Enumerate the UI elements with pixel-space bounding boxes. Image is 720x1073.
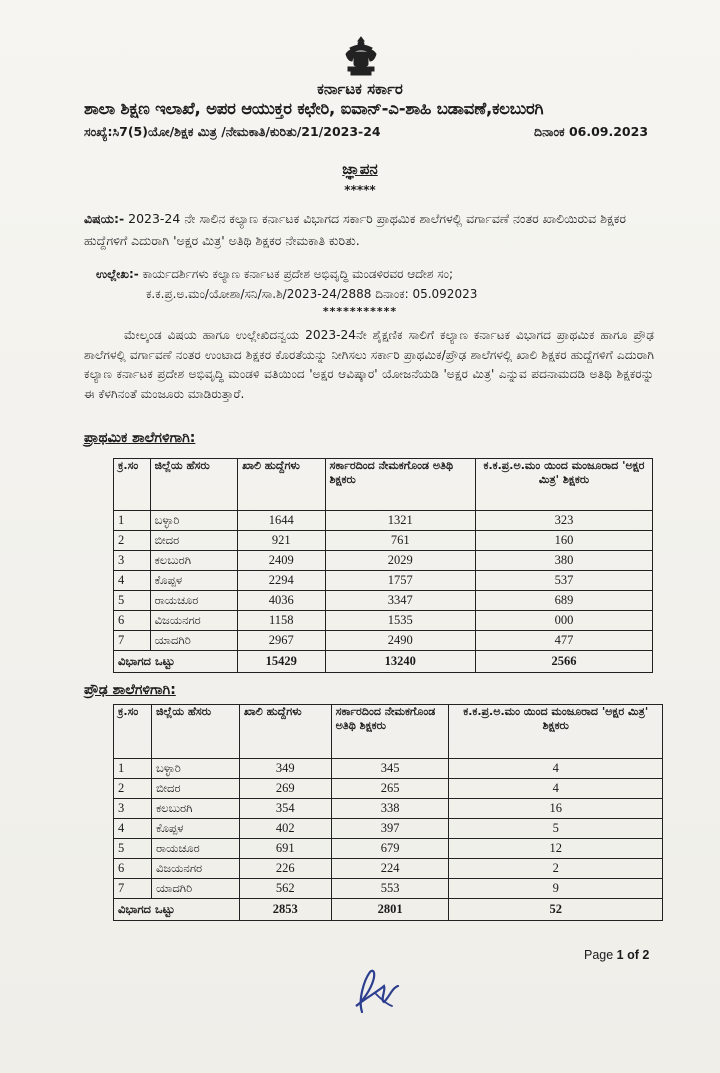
table-header-row <box>114 705 663 759</box>
cell-akshara-mitra: 000 <box>476 611 653 631</box>
cell-akshara-mitra: 4 <box>449 759 663 779</box>
cell-vacant: 562 <box>239 879 331 899</box>
cell-total-vacant: 2853 <box>239 899 331 921</box>
page-current: 1 <box>616 948 624 962</box>
page-number <box>584 948 649 962</box>
cell-total-govt-appointed: 2801 <box>331 899 449 921</box>
cell-govt-appointed: 679 <box>331 839 449 859</box>
cell-district: ಬಳ್ಳಾರಿ <box>151 759 239 779</box>
cell-sno: 5 <box>114 839 152 859</box>
cell-govt-appointed: 761 <box>325 531 476 551</box>
column-header: ಜಿಲ್ಲೆಯ ಹೆಸರು <box>150 459 237 511</box>
cell-akshara-mitra: 380 <box>476 551 653 571</box>
table-row <box>114 531 653 551</box>
table-row <box>114 591 653 611</box>
cell-sno: 1 <box>114 759 152 779</box>
cell-vacant: 402 <box>239 819 331 839</box>
notice-title: ಜ್ಞಾಪನ <box>342 160 378 178</box>
cell-vacant: 349 <box>239 759 331 779</box>
reference-block <box>96 264 656 304</box>
office-name: ಶಾಲಾ ಶಿಕ್ಷಣ ಇಲಾಖೆ, ಅಪರ ಆಯುಕ್ತರ ಕಛೇರಿ, ಐವಾನ್-ಎ-ಶಾಹಿ ಬಡಾವಣೆ,ಕಲಬುರಗಿ <box>84 99 544 118</box>
cell-vacant: 691 <box>239 839 331 859</box>
column-header: ಕ್ರ.ಸಂ <box>114 705 152 759</box>
cell-district: ಕಲಬುರಗಿ <box>150 551 237 571</box>
cell-vacant: 2409 <box>238 551 325 571</box>
table-row <box>114 799 663 819</box>
cell-vacant: 226 <box>239 859 331 879</box>
cell-total-label: ವಿಭಾಗದ ಒಟ್ಟು <box>114 899 240 921</box>
cell-total-label: ವಿಭಾಗದ ಒಟ್ಟು <box>114 651 238 673</box>
cell-sno: 1 <box>114 511 151 531</box>
cell-govt-appointed: 3347 <box>325 591 476 611</box>
table-row <box>114 571 653 591</box>
primary-table <box>113 458 653 673</box>
table-row <box>114 859 663 879</box>
document-date: ದಿನಾಂಕ 06.09.2023 <box>534 124 649 139</box>
separator-stars-bottom: *********** <box>322 305 398 318</box>
table-row <box>114 819 663 839</box>
table-row <box>114 551 653 571</box>
cell-akshara-mitra: 477 <box>476 631 653 651</box>
cell-akshara-mitra: 2 <box>449 859 663 879</box>
cell-vacant: 921 <box>238 531 325 551</box>
column-header: ಕ.ಕ.ಪ್ರ.ಅ.ಮಂ ಯಿಂದ ಮಂಜೂರಾದ 'ಅಕ್ಷರ ಮಿತ್ರ' ಶಿಕ್ಷಕರು <box>476 459 653 511</box>
cell-district: ಬೀದರ <box>151 779 239 799</box>
cell-govt-appointed: 1757 <box>325 571 476 591</box>
cell-sno: 4 <box>114 571 151 591</box>
cell-govt-appointed: 338 <box>331 799 449 819</box>
cell-district: ಬೀದರ <box>150 531 237 551</box>
cell-sno: 4 <box>114 819 152 839</box>
subject-label: ವಿಷಯ:- <box>84 211 125 226</box>
cell-vacant: 4036 <box>238 591 325 611</box>
government-name: ಕರ್ನಾಟಕ ಸರ್ಕಾರ <box>317 80 403 98</box>
column-header: ಖಾಲಿ ಹುದ್ದೆಗಳು <box>238 459 325 511</box>
column-header: ಖಾಲಿ ಹುದ್ದೆಗಳು <box>239 705 331 759</box>
cell-vacant: 2294 <box>238 571 325 591</box>
signature-icon <box>340 960 420 1020</box>
cell-sno: 7 <box>114 631 151 651</box>
column-header: ಜಿಲ್ಲೆಯ ಹೆಸರು <box>151 705 239 759</box>
table-row <box>114 611 653 631</box>
cell-vacant: 269 <box>239 779 331 799</box>
subject-text: 2023-24 ನೇ ಸಾಲಿನ ಕಲ್ಯಾಣ ಕರ್ನಾಟಕ ವಿಭಾಗದ ಸರ್ಕಾರಿ ಪ್ರಾಥಮಿಕ ಶಾಲೆಗಳಲ್ಲಿ ವರ್ಗಾವಣೆ ನಂತರ ಖಾಲಿಯಿರುವ ಶಿಕ್ಷಕರ ಹುದ್ದೆಗಳಿಗೆ ಎದುರಾಗಿ 'ಅಕ್ಷರ ಮಿತ್ರ' ಅತಿಥಿ ಶಿಕ್ಷಕರ ನೇಮಕಾತಿ ಕುರಿತು. <box>84 211 626 248</box>
cell-vacant: 354 <box>239 799 331 819</box>
primary-section-title: ಪ್ರಾಥಮಿಕ ಶಾಲೆಗಳಿಗಾಗಿ: <box>84 430 196 446</box>
cell-sno: 2 <box>114 531 151 551</box>
cell-total-vacant: 15429 <box>238 651 325 673</box>
cell-total-govt-appointed: 13240 <box>325 651 476 673</box>
cell-district: ಕೊಪ್ಪಳ <box>150 571 237 591</box>
cell-akshara-mitra: 323 <box>476 511 653 531</box>
cell-total-akshara-mitra: 52 <box>449 899 663 921</box>
cell-district: ಕಲಬುರಗಿ <box>151 799 239 819</box>
column-header: ಸರ್ಕಾರದಿಂದ ನೇಮಕಗೊಂಡ ಅತಿಥಿ ಶಿಕ್ಷಕರು <box>325 459 476 511</box>
reference-number: ಸಂಖ್ಯೆ:ಸಿ7(5)ಯೋ/ಶಿಕ್ಷಕ ಮಿತ್ರ /ನೇಮಕಾತಿ/ಕುರಿತು/21/2023-24 <box>84 124 381 139</box>
table-row <box>114 511 653 531</box>
cell-akshara-mitra: 5 <box>449 819 663 839</box>
cell-sno: 7 <box>114 879 152 899</box>
table-total-row <box>114 899 663 921</box>
cell-govt-appointed: 553 <box>331 879 449 899</box>
cell-akshara-mitra: 537 <box>476 571 653 591</box>
table-row <box>114 779 663 799</box>
table-row <box>114 631 653 651</box>
cell-total-akshara-mitra: 2566 <box>476 651 653 673</box>
state-emblem-icon <box>338 34 384 80</box>
cell-district: ಬಳ್ಳಾರಿ <box>150 511 237 531</box>
cell-govt-appointed: 397 <box>331 819 449 839</box>
cell-district: ಯಾದಗಿರಿ <box>150 631 237 651</box>
cell-vacant: 1158 <box>238 611 325 631</box>
body-paragraph: ಮೇಲ್ಕಂಡ ವಿಷಯ ಹಾಗೂ ಉಲ್ಲೇಖಿದನ್ವಯ 2023-24ನೇ ಶೈಕ್ಷಣಿಕ ಸಾಲಿಗೆ ಕಲ್ಯಾಣ ಕರ್ನಾಟಕ ವಿಭಾಗದ ಪ್ರಾಥಮಿಕ ಹಾಗೂ ಪ್ರೌಢ ಶಾಲೆಗಳಲ್ಲಿ ವರ್ಗಾವಣೆ ನಂತರ ಉಂಟಾದ ಶಿಕ್ಷಕರ ಕೊರತೆಯನ್ನು ನೀಗಿಸಲು ಸರ್ಕಾರಿ ಪ್ರಾಥಮಿಕ/ಪ್ರೌಢ ಶಾಲೆಗಳಲ್ಲಿ ಖಾಲಿ ಶಿಕ್ಷಕರ ಹುದ್ದೆಗಳಿಗೆ ಎದುರಾಗಿ ಕಲ್ಯಾಣ ಕರ್ನಾಟಕ ಪ್ರದೇಶ ಅಭಿವೃದ್ಧಿ ಮಂಡಳಿ ವತಿಯಿಂದ 'ಅಕ್ಷರ ಆವಿಷ್ಕಾರ' ಯೋಜನೆಯಡಿ 'ಅಕ್ಷರ ಮಿತ್ರ' ಎನ್ನುವ ಪದನಾಮದಡಿ ಅತಿಥಿ ಶಿಕ್ಷಕರನ್ನು ಈ ಕೆಳಗಿನಂತೆ ಮಂಜೂರು ಮಾಡಿರುತ್ತಾರೆ. <box>84 328 654 401</box>
cell-district: ರಾಯಚೂರ <box>150 591 237 611</box>
cell-govt-appointed: 345 <box>331 759 449 779</box>
cell-akshara-mitra: 9 <box>449 879 663 899</box>
cell-govt-appointed: 265 <box>331 779 449 799</box>
separator-stars: ***** <box>344 183 376 197</box>
cell-akshara-mitra: 4 <box>449 779 663 799</box>
cell-sno: 6 <box>114 611 151 631</box>
column-header: ಸರ್ಕಾರದಿಂದ ನೇಮಕಗೊಂಡ ಅತಿಥಿ ಶಿಕ್ಷಕರು <box>331 705 449 759</box>
cell-sno: 2 <box>114 779 152 799</box>
cell-akshara-mitra: 12 <box>449 839 663 859</box>
cell-vacant: 2967 <box>238 631 325 651</box>
table-row <box>114 879 663 899</box>
cell-sno: 3 <box>114 799 152 819</box>
cell-district: ಕೊಪ್ಪಳ <box>151 819 239 839</box>
page-prefix: Page <box>584 948 617 962</box>
page-of: of <box>623 948 643 962</box>
cell-district: ರಾಯಚೂರ <box>151 839 239 859</box>
cell-govt-appointed: 1321 <box>325 511 476 531</box>
cell-vacant: 1644 <box>238 511 325 531</box>
table-row <box>114 759 663 779</box>
reference-line-2: ಕ.ಕ.ಪ್ರ.ಅ.ಮಂ/ಯೋಶಾ/ಸನಿ/ಸಾ.ಶಿ/2023-24/2888 ದಿನಾಂಕ: 05.092023 <box>146 287 478 301</box>
column-header: ಕ.ಕ.ಪ್ರ.ಅ.ಮಂ ಯಿಂದ ಮಂಜೂರಾದ 'ಅಕ್ಷರ ಮಿತ್ರ' ಶಿಕ್ಷಕರು <box>449 705 663 759</box>
cell-sno: 6 <box>114 859 152 879</box>
reference-label: ಉಲ್ಲೇಖ:- <box>96 267 139 281</box>
cell-akshara-mitra: 16 <box>449 799 663 819</box>
cell-govt-appointed: 1535 <box>325 611 476 631</box>
cell-sno: 3 <box>114 551 151 571</box>
subject-block <box>84 208 644 252</box>
secondary-table <box>113 704 663 921</box>
table-row <box>114 839 663 859</box>
secondary-section-title: ಪ್ರೌಢ ಶಾಲೆಗಳಿಗಾಗಿ: <box>84 682 176 698</box>
page-total: 2 <box>642 948 650 962</box>
cell-akshara-mitra: 689 <box>476 591 653 611</box>
cell-govt-appointed: 2029 <box>325 551 476 571</box>
cell-akshara-mitra: 160 <box>476 531 653 551</box>
cell-govt-appointed: 224 <box>331 859 449 879</box>
cell-district: ವಿಜಯನಗರ <box>150 611 237 631</box>
cell-district: ವಿಜಯನಗರ <box>151 859 239 879</box>
table-total-row <box>114 651 653 673</box>
table-header-row <box>114 459 653 511</box>
cell-govt-appointed: 2490 <box>325 631 476 651</box>
reference-line-1: ಕಾರ್ಯದರ್ಶಿಗಳು ಕಲ್ಯಾಣ ಕರ್ನಾಟಕ ಪ್ರದೇಶ ಅಭಿವೃದ್ಧಿ ಮಂಡಳಿರವರ ಆದೇಶ ಸಂ; <box>138 267 453 281</box>
cell-sno: 5 <box>114 591 151 611</box>
cell-district: ಯಾದಗಿರಿ <box>151 879 239 899</box>
column-header: ಕ್ರ.ಸಂ <box>114 459 151 511</box>
